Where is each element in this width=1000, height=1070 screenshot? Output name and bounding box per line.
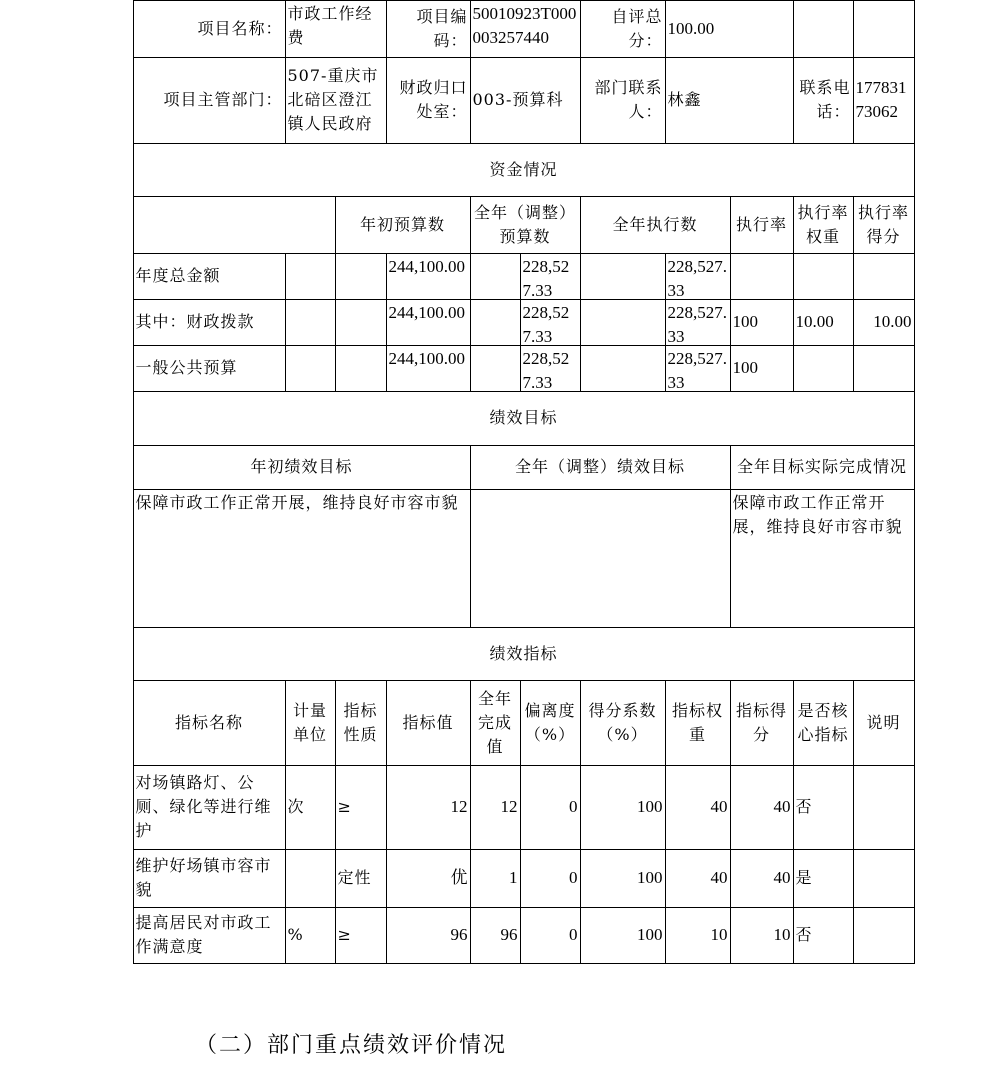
self-score-label-text: 自评总分：: [611, 6, 663, 50]
project-name-value-text: 市政工作经费: [287, 3, 373, 47]
indicator-header-text: 全年完成值: [477, 688, 512, 756]
indicator-cell: [853, 907, 915, 964]
indicator-cell-text: 次: [287, 797, 305, 816]
indicator-header: [730, 680, 794, 766]
self-score-label: [580, 0, 666, 58]
indicator-cell-text: %: [287, 925, 304, 944]
goals-title-text: 绩效目标: [489, 408, 558, 427]
funds-executed-text: 228,527.33: [667, 256, 727, 300]
indicator-name-text: 维护好场镇市容市貌: [135, 856, 272, 899]
contact-label-text: 部门联系人：: [594, 78, 663, 121]
indicator-cell-text: 12: [500, 797, 518, 816]
dept-label-text: 项目主管部门：: [163, 90, 283, 109]
indicator-header-text: 计量单位: [292, 700, 327, 744]
indicator-header-text: 指标性质: [343, 700, 378, 744]
funds-rate: [730, 299, 794, 346]
indicator-cell: [853, 765, 915, 850]
goals-header-text: 全年目标实际完成情况: [736, 457, 907, 476]
indicator-cell-text: 10: [710, 925, 728, 944]
funds-row-label: [133, 299, 286, 346]
funds-header-text: 执行率权重: [797, 202, 849, 246]
indicator-header: [665, 680, 731, 766]
project-code-label-text: 项目编码：: [416, 6, 468, 50]
indicator-cell-text: 0: [569, 868, 578, 887]
phone-label: [793, 57, 854, 144]
funds-header: [580, 196, 731, 254]
indicator-cell-text: 否: [795, 925, 813, 944]
funds-weight: [793, 345, 854, 392]
dept-value-text: 507-重庆市北碚区澄江镇人民政府: [287, 66, 379, 133]
funds-header-text: 执行率得分: [857, 202, 909, 246]
funds-header-text: 全年执行数: [612, 214, 698, 234]
funds-rate-text: 100: [732, 358, 758, 377]
dept-value: [285, 57, 387, 144]
indicator-cell-text: 40: [773, 868, 791, 887]
funds-score: [853, 345, 915, 392]
funds-header: [793, 196, 854, 254]
indicator-header: [470, 680, 521, 766]
empty-cell: [335, 345, 387, 392]
indicator-header: [285, 680, 336, 766]
project-code-label: [386, 0, 471, 58]
funds-initial-text: 244,100.00: [388, 302, 465, 322]
funds-header-text: 执行率: [735, 214, 787, 234]
funds-initial: [386, 345, 471, 392]
funds-adjusted-text: 228,527.33: [522, 302, 570, 346]
contact-value: [665, 57, 794, 144]
contact-label: [580, 57, 666, 144]
goals-header: [133, 445, 471, 490]
indicator-header-text: 是否核心指标: [797, 700, 849, 744]
indicator-cell: [520, 849, 581, 908]
funds-executed-text: 228,527.33: [667, 348, 727, 392]
funds-weight: [793, 253, 854, 300]
finance-office-label: [386, 57, 471, 144]
phone-label-text: 联系电话：: [799, 78, 851, 121]
finance-office-value-text: 003-预算科: [472, 90, 564, 109]
indicator-name: [133, 765, 286, 850]
indicator-cell-text: 12: [450, 797, 468, 816]
indicator-cell: [580, 907, 666, 964]
indicator-cell: [793, 907, 854, 964]
funds-header: [853, 196, 915, 254]
indicator-cell: [580, 849, 666, 908]
finance-office-label-text: 财政归口处室：: [399, 78, 468, 121]
project-code-value: [470, 0, 581, 58]
indicator-cell-text: 1: [509, 868, 518, 887]
indicator-cell: [793, 765, 854, 850]
funds-adjusted-text: 228,527.33: [522, 348, 570, 392]
empty-cell: [853, 0, 915, 58]
funds-score: [853, 253, 915, 300]
indicator-cell-text: 10: [773, 925, 791, 944]
empty-cell: [580, 299, 666, 346]
indicator-name-text: 提高居民对市政工作满意度: [135, 913, 272, 956]
funds-executed: [665, 299, 731, 346]
indicator-cell-text: 定性: [337, 868, 372, 887]
funds-executed: [665, 253, 731, 300]
indicator-cell: [335, 849, 387, 908]
indicator-header-text: 指标名称: [174, 712, 243, 732]
funds-executed-text: 228,527.33: [667, 302, 727, 346]
empty-cell: [470, 253, 521, 300]
indicator-cell-text: 40: [710, 797, 728, 816]
funds-row-label: [133, 345, 286, 392]
indicator-header: [386, 680, 471, 766]
funds-adjusted: [520, 345, 581, 392]
project-name-label-text: 项目名称：: [197, 18, 283, 38]
indicators-title-text: 绩效指标: [489, 643, 558, 663]
indicator-cell-text: 100: [637, 797, 663, 816]
goal-actual: [730, 489, 915, 628]
indicator-cell: [470, 765, 521, 850]
section-heading: （二）部门重点绩效评价情况: [195, 1033, 508, 1058]
empty-cell: [793, 0, 854, 58]
funds-initial: [386, 299, 471, 346]
indicator-cell-text: 96: [450, 925, 468, 944]
indicator-cell: [853, 849, 915, 908]
dept-label: [133, 57, 286, 144]
indicator-cell: [520, 907, 581, 964]
phone-value: [853, 57, 915, 144]
funds-rate: [730, 253, 794, 300]
funds-initial-text: 244,100.00: [388, 348, 465, 368]
indicator-cell: [386, 765, 471, 850]
goal-initial: [133, 489, 471, 628]
funds-rate: [730, 345, 794, 392]
indicator-name: [133, 907, 286, 964]
indicator-cell-text: 100: [637, 925, 663, 944]
funds-header: [335, 196, 471, 254]
empty-cell: [470, 345, 521, 392]
indicator-header-text: 偏离度（%）: [524, 700, 576, 744]
indicator-header: [335, 680, 387, 766]
goals-header: [470, 445, 731, 490]
funds-score-text: 10.00: [873, 312, 912, 331]
goals-header-text: 全年（调整）绩效目标: [514, 457, 685, 476]
empty-cell: [335, 299, 387, 346]
goal-adjusted: [470, 489, 731, 628]
indicator-cell-text: 优: [450, 868, 468, 887]
indicator-cell-text: 40: [773, 797, 791, 816]
indicator-cell: [520, 765, 581, 850]
project-code-value-text: 50010923T000003257440: [472, 3, 577, 47]
indicator-cell: [285, 907, 336, 964]
indicator-cell-text: ≥: [337, 925, 352, 944]
goals-title: [133, 391, 915, 446]
indicator-cell: [665, 765, 731, 850]
funds-adjusted: [520, 299, 581, 346]
indicator-cell-text: 0: [569, 797, 578, 816]
indicator-cell: [386, 907, 471, 964]
indicator-cell: [730, 907, 794, 964]
self-score-value-text: 100.00: [667, 18, 715, 38]
indicator-cell: [665, 907, 731, 964]
project-name-label: [133, 0, 286, 58]
empty-cell: [580, 253, 666, 300]
indicator-header: [133, 680, 286, 766]
funds-header-text: 年初预算数: [359, 214, 445, 234]
indicator-cell-text: 0: [569, 925, 578, 944]
indicator-cell: [730, 849, 794, 908]
empty-cell: [285, 345, 336, 392]
funds-weight: [793, 299, 854, 346]
empty-cell: [133, 196, 336, 254]
indicator-header: [793, 680, 854, 766]
funds-header: [730, 196, 794, 254]
indicator-header: [580, 680, 666, 766]
indicator-header-text: 指标得分: [735, 700, 787, 744]
phone-value-text: 17783173062: [855, 78, 907, 121]
indicator-cell-text: 96: [500, 925, 518, 944]
goal-actual-text: 保障市政工作正常开展，维持良好市容市貌: [732, 492, 903, 536]
indicators-title: [133, 627, 915, 681]
funds-adjusted: [520, 253, 581, 300]
empty-cell: [335, 253, 387, 300]
project-name-value: [285, 0, 387, 58]
indicator-cell: [470, 907, 521, 964]
goal-initial-text: 保障市政工作正常开展，维持良好市容市貌: [135, 492, 459, 512]
funds-title-text: 资金情况: [489, 159, 558, 179]
indicator-cell: [470, 849, 521, 908]
indicator-header-text: 指标值: [402, 712, 454, 732]
empty-cell: [285, 299, 336, 346]
funds-initial-text: 244,100.00: [388, 256, 465, 276]
funds-adjusted-text: 228,527.33: [522, 256, 570, 300]
indicator-header: [520, 680, 581, 766]
contact-value-text: 林鑫: [667, 90, 702, 109]
indicator-cell: [285, 849, 336, 908]
goals-header-text: 年初绩效目标: [250, 457, 353, 476]
funds-executed: [665, 345, 731, 392]
self-score-value: [665, 0, 794, 58]
indicator-cell-text: 是: [795, 868, 813, 887]
funds-title: [133, 143, 915, 197]
indicator-name: [133, 849, 286, 908]
funds-score: [853, 299, 915, 346]
indicator-cell: [335, 765, 387, 850]
indicator-header-text: 得分系数（%）: [588, 700, 657, 744]
indicator-name-text: 对场镇路灯、公厕、绿化等进行维护: [135, 773, 272, 840]
empty-cell: [285, 253, 336, 300]
goals-header: [730, 445, 915, 490]
indicator-cell: [580, 765, 666, 850]
indicator-cell: [793, 849, 854, 908]
funds-header: [470, 196, 581, 254]
funds-initial: [386, 253, 471, 300]
indicator-cell-text: 40: [710, 868, 728, 887]
indicator-cell: [665, 849, 731, 908]
indicator-header-text: 说明: [866, 712, 901, 732]
funds-row-label-text: 年度总金额: [135, 266, 221, 285]
indicator-cell-text: 100: [637, 868, 663, 887]
indicator-cell: [285, 765, 336, 850]
empty-cell: [470, 299, 521, 346]
indicator-cell: [386, 849, 471, 908]
indicator-header-text: 指标权重: [671, 700, 723, 744]
indicator-cell-text: 否: [795, 797, 813, 816]
funds-row-label-text: 一般公共预算: [135, 358, 238, 377]
empty-cell: [580, 345, 666, 392]
funds-rate-text: 100: [732, 312, 758, 331]
indicator-cell-text: ≥: [337, 797, 352, 816]
funds-weight-text: 10.00: [795, 312, 834, 331]
funds-row-label: [133, 253, 286, 300]
indicator-header: [853, 680, 915, 766]
funds-header-text: 全年（调整）预算数: [473, 202, 576, 246]
funds-row-label-text: 其中：财政拨款: [135, 312, 255, 331]
indicator-cell: [730, 765, 794, 850]
indicator-cell: [335, 907, 387, 964]
finance-office-value: [470, 57, 581, 144]
